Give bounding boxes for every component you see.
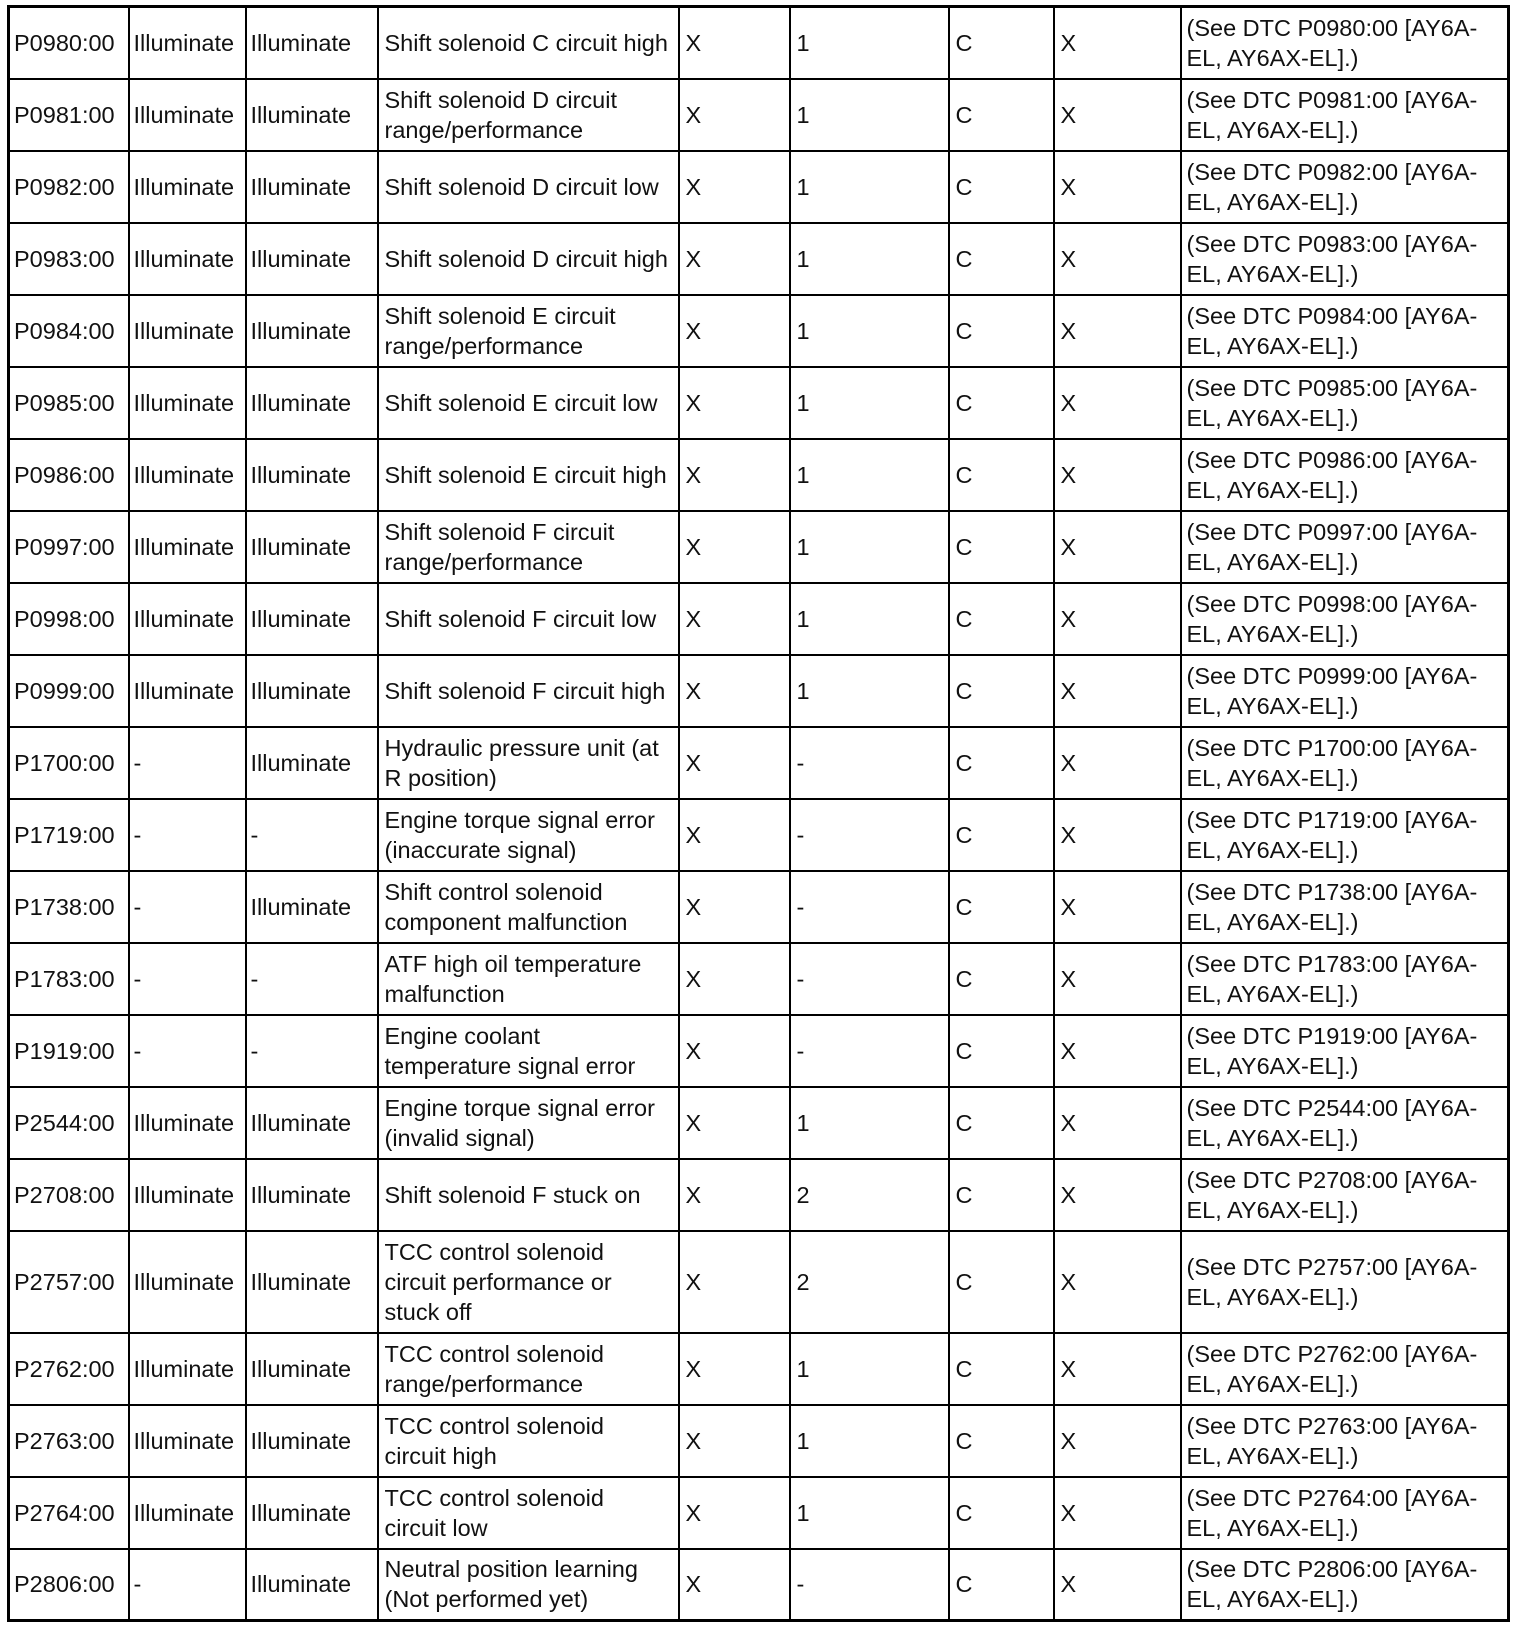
table-row bbox=[9, 1231, 1509, 1333]
dtc-code-cell: P1919:00 bbox=[9, 1015, 129, 1087]
dtc-display-cell: X bbox=[1054, 7, 1181, 79]
fail-safe-cell: X bbox=[679, 151, 790, 223]
table-row bbox=[9, 871, 1509, 943]
memory-function-cell: 2 bbox=[790, 1159, 949, 1231]
mil-status-cell: Illuminate bbox=[129, 439, 246, 511]
detection-condition-cell: Shift solenoid E circuit high bbox=[378, 439, 679, 511]
memory-function-cell: 1 bbox=[790, 439, 949, 511]
detection-condition-cell: Shift control solenoid component malfunction bbox=[378, 871, 679, 943]
dtc-code-cell: P0981:00 bbox=[9, 79, 129, 151]
dtc-code-cell: P1700:00 bbox=[9, 727, 129, 799]
table-row bbox=[9, 295, 1509, 367]
fail-safe-cell: X bbox=[679, 7, 790, 79]
self-test-type-cell: C bbox=[949, 799, 1054, 871]
detection-condition-cell: Hydraulic pressure unit (at R position) bbox=[378, 727, 679, 799]
fail-safe-cell: X bbox=[679, 1015, 790, 1087]
reference-page-cell: (See DTC P1719:00 [AY6A-EL, AY6AX-EL].) bbox=[1181, 799, 1509, 871]
reference-page-cell: (See DTC P0985:00 [AY6A-EL, AY6AX-EL].) bbox=[1181, 367, 1509, 439]
self-test-type-cell: C bbox=[949, 223, 1054, 295]
dtc-display-cell: X bbox=[1054, 151, 1181, 223]
self-test-type-cell: C bbox=[949, 583, 1054, 655]
reference-page-cell: (See DTC P2763:00 [AY6A-EL, AY6AX-EL].) bbox=[1181, 1405, 1509, 1477]
dtc-code-cell: P0982:00 bbox=[9, 151, 129, 223]
detection-condition-cell: Shift solenoid D circuit range/performance bbox=[378, 79, 679, 151]
reference-page-cell: (See DTC P0983:00 [AY6A-EL, AY6AX-EL].) bbox=[1181, 223, 1509, 295]
detection-condition-cell: Engine torque signal error (inaccurate signal) bbox=[378, 799, 679, 871]
dtc-code-cell: P0986:00 bbox=[9, 439, 129, 511]
dtc-code-cell: P1783:00 bbox=[9, 943, 129, 1015]
dtc-code-cell: P0980:00 bbox=[9, 7, 129, 79]
memory-function-cell: 1 bbox=[790, 367, 949, 439]
table-row bbox=[9, 1015, 1509, 1087]
dtc-code-cell: P1719:00 bbox=[9, 799, 129, 871]
dtc-display-cell: X bbox=[1054, 1549, 1181, 1621]
dtc-code-cell: P2764:00 bbox=[9, 1477, 129, 1549]
dtc-display-cell: X bbox=[1054, 1015, 1181, 1087]
memory-function-cell: - bbox=[790, 727, 949, 799]
reference-page-cell: (See DTC P1700:00 [AY6A-EL, AY6AX-EL].) bbox=[1181, 727, 1509, 799]
indicator-status-cell: Illuminate bbox=[246, 583, 378, 655]
mil-status-cell: Illuminate bbox=[129, 655, 246, 727]
dtc-code-cell: P2544:00 bbox=[9, 1087, 129, 1159]
mil-status-cell: Illuminate bbox=[129, 511, 246, 583]
fail-safe-cell: X bbox=[679, 1333, 790, 1405]
memory-function-cell: 1 bbox=[790, 1087, 949, 1159]
reference-page-cell: (See DTC P0982:00 [AY6A-EL, AY6AX-EL].) bbox=[1181, 151, 1509, 223]
dtc-code-cell: P0984:00 bbox=[9, 295, 129, 367]
fail-safe-cell: X bbox=[679, 583, 790, 655]
dtc-code-cell: P0998:00 bbox=[9, 583, 129, 655]
detection-condition-cell: TCC control solenoid circuit performance or stuck off bbox=[378, 1231, 679, 1333]
detection-condition-cell: Shift solenoid C circuit high bbox=[378, 7, 679, 79]
dtc-code-cell: P2762:00 bbox=[9, 1333, 129, 1405]
dtc-display-cell: X bbox=[1054, 1477, 1181, 1549]
table-row bbox=[9, 1477, 1509, 1549]
mil-status-cell: - bbox=[129, 799, 246, 871]
indicator-status-cell: - bbox=[246, 1015, 378, 1087]
self-test-type-cell: C bbox=[949, 511, 1054, 583]
memory-function-cell: - bbox=[790, 799, 949, 871]
table-row bbox=[9, 367, 1509, 439]
table-row bbox=[9, 1549, 1509, 1621]
dtc-display-cell: X bbox=[1054, 1405, 1181, 1477]
fail-safe-cell: X bbox=[679, 1231, 790, 1333]
indicator-status-cell: Illuminate bbox=[246, 1159, 378, 1231]
memory-function-cell: 2 bbox=[790, 1231, 949, 1333]
table-row bbox=[9, 151, 1509, 223]
dtc-table-body bbox=[9, 7, 1509, 1621]
mil-status-cell: Illuminate bbox=[129, 79, 246, 151]
indicator-status-cell: Illuminate bbox=[246, 1087, 378, 1159]
self-test-type-cell: C bbox=[949, 1477, 1054, 1549]
mil-status-cell: - bbox=[129, 943, 246, 1015]
dtc-display-cell: X bbox=[1054, 223, 1181, 295]
mil-status-cell: Illuminate bbox=[129, 1333, 246, 1405]
reference-page-cell: (See DTC P0997:00 [AY6A-EL, AY6AX-EL].) bbox=[1181, 511, 1509, 583]
indicator-status-cell: Illuminate bbox=[246, 439, 378, 511]
mil-status-cell: - bbox=[129, 1015, 246, 1087]
self-test-type-cell: C bbox=[949, 1405, 1054, 1477]
self-test-type-cell: C bbox=[949, 1087, 1054, 1159]
reference-page-cell: (See DTC P2544:00 [AY6A-EL, AY6AX-EL].) bbox=[1181, 1087, 1509, 1159]
reference-page-cell: (See DTC P0980:00 [AY6A-EL, AY6AX-EL].) bbox=[1181, 7, 1509, 79]
memory-function-cell: 1 bbox=[790, 7, 949, 79]
self-test-type-cell: C bbox=[949, 1015, 1054, 1087]
dtc-code-cell: P0997:00 bbox=[9, 511, 129, 583]
dtc-code-cell: P2763:00 bbox=[9, 1405, 129, 1477]
detection-condition-cell: TCC control solenoid circuit low bbox=[378, 1477, 679, 1549]
detection-condition-cell: Shift solenoid F circuit high bbox=[378, 655, 679, 727]
mil-status-cell: Illuminate bbox=[129, 1087, 246, 1159]
dtc-display-cell: X bbox=[1054, 367, 1181, 439]
dtc-display-cell: X bbox=[1054, 511, 1181, 583]
indicator-status-cell: Illuminate bbox=[246, 79, 378, 151]
reference-page-cell: (See DTC P2708:00 [AY6A-EL, AY6AX-EL].) bbox=[1181, 1159, 1509, 1231]
mil-status-cell: - bbox=[129, 871, 246, 943]
table-row bbox=[9, 7, 1509, 79]
table-row bbox=[9, 583, 1509, 655]
reference-page-cell: (See DTC P1783:00 [AY6A-EL, AY6AX-EL].) bbox=[1181, 943, 1509, 1015]
dtc-display-cell: X bbox=[1054, 655, 1181, 727]
memory-function-cell: 1 bbox=[790, 1405, 949, 1477]
dtc-display-cell: X bbox=[1054, 943, 1181, 1015]
detection-condition-cell: ATF high oil temperature malfunction bbox=[378, 943, 679, 1015]
self-test-type-cell: C bbox=[949, 1159, 1054, 1231]
memory-function-cell: 1 bbox=[790, 151, 949, 223]
mil-status-cell: Illuminate bbox=[129, 1231, 246, 1333]
detection-condition-cell: Neutral position learning (Not performed yet) bbox=[378, 1549, 679, 1621]
reference-page-cell: (See DTC P2806:00 [AY6A-EL, AY6AX-EL].) bbox=[1181, 1549, 1509, 1621]
self-test-type-cell: C bbox=[949, 151, 1054, 223]
dtc-table bbox=[7, 5, 1510, 1622]
table-row bbox=[9, 943, 1509, 1015]
self-test-type-cell: C bbox=[949, 1549, 1054, 1621]
dtc-display-cell: X bbox=[1054, 1087, 1181, 1159]
dtc-code-cell: P0999:00 bbox=[9, 655, 129, 727]
indicator-status-cell: Illuminate bbox=[246, 295, 378, 367]
detection-condition-cell: Engine coolant temperature signal error bbox=[378, 1015, 679, 1087]
dtc-display-cell: X bbox=[1054, 1231, 1181, 1333]
memory-function-cell: - bbox=[790, 1549, 949, 1621]
fail-safe-cell: X bbox=[679, 1477, 790, 1549]
table-row bbox=[9, 223, 1509, 295]
dtc-display-cell: X bbox=[1054, 583, 1181, 655]
table-row bbox=[9, 1159, 1509, 1231]
reference-page-cell: (See DTC P2764:00 [AY6A-EL, AY6AX-EL].) bbox=[1181, 1477, 1509, 1549]
dtc-display-cell: X bbox=[1054, 871, 1181, 943]
dtc-code-cell: P0983:00 bbox=[9, 223, 129, 295]
dtc-display-cell: X bbox=[1054, 439, 1181, 511]
mil-status-cell: Illuminate bbox=[129, 367, 246, 439]
detection-condition-cell: Shift solenoid D circuit low bbox=[378, 151, 679, 223]
indicator-status-cell: Illuminate bbox=[246, 871, 378, 943]
dtc-code-cell: P1738:00 bbox=[9, 871, 129, 943]
table-row bbox=[9, 1087, 1509, 1159]
memory-function-cell: 1 bbox=[790, 583, 949, 655]
table-row bbox=[9, 511, 1509, 583]
dtc-code-cell: P2806:00 bbox=[9, 1549, 129, 1621]
reference-page-cell: (See DTC P0999:00 [AY6A-EL, AY6AX-EL].) bbox=[1181, 655, 1509, 727]
self-test-type-cell: C bbox=[949, 1333, 1054, 1405]
dtc-display-cell: X bbox=[1054, 727, 1181, 799]
self-test-type-cell: C bbox=[949, 439, 1054, 511]
dtc-code-cell: P2708:00 bbox=[9, 1159, 129, 1231]
mil-status-cell: Illuminate bbox=[129, 223, 246, 295]
self-test-type-cell: C bbox=[949, 871, 1054, 943]
reference-page-cell: (See DTC P0986:00 [AY6A-EL, AY6AX-EL].) bbox=[1181, 439, 1509, 511]
reference-page-cell: (See DTC P0998:00 [AY6A-EL, AY6AX-EL].) bbox=[1181, 583, 1509, 655]
dtc-display-cell: X bbox=[1054, 79, 1181, 151]
self-test-type-cell: C bbox=[949, 367, 1054, 439]
mil-status-cell: Illuminate bbox=[129, 151, 246, 223]
indicator-status-cell: Illuminate bbox=[246, 655, 378, 727]
indicator-status-cell: Illuminate bbox=[246, 367, 378, 439]
indicator-status-cell: Illuminate bbox=[246, 223, 378, 295]
indicator-status-cell: Illuminate bbox=[246, 1333, 378, 1405]
reference-page-cell: (See DTC P0981:00 [AY6A-EL, AY6AX-EL].) bbox=[1181, 79, 1509, 151]
detection-condition-cell: TCC control solenoid range/performance bbox=[378, 1333, 679, 1405]
self-test-type-cell: C bbox=[949, 295, 1054, 367]
memory-function-cell: - bbox=[790, 943, 949, 1015]
self-test-type-cell: C bbox=[949, 943, 1054, 1015]
memory-function-cell: 1 bbox=[790, 1477, 949, 1549]
fail-safe-cell: X bbox=[679, 1159, 790, 1231]
self-test-type-cell: C bbox=[949, 655, 1054, 727]
fail-safe-cell: X bbox=[679, 943, 790, 1015]
mil-status-cell: Illuminate bbox=[129, 295, 246, 367]
table-row bbox=[9, 727, 1509, 799]
memory-function-cell: 1 bbox=[790, 1333, 949, 1405]
reference-page-cell: (See DTC P1738:00 [AY6A-EL, AY6AX-EL].) bbox=[1181, 871, 1509, 943]
memory-function-cell: 1 bbox=[790, 655, 949, 727]
indicator-status-cell: Illuminate bbox=[246, 1405, 378, 1477]
indicator-status-cell: Illuminate bbox=[246, 1549, 378, 1621]
indicator-status-cell: Illuminate bbox=[246, 511, 378, 583]
fail-safe-cell: X bbox=[679, 871, 790, 943]
table-row bbox=[9, 655, 1509, 727]
mil-status-cell: Illuminate bbox=[129, 583, 246, 655]
self-test-type-cell: C bbox=[949, 727, 1054, 799]
indicator-status-cell: Illuminate bbox=[246, 1477, 378, 1549]
detection-condition-cell: Shift solenoid D circuit high bbox=[378, 223, 679, 295]
dtc-display-cell: X bbox=[1054, 1159, 1181, 1231]
detection-condition-cell: Engine torque signal error (invalid signal) bbox=[378, 1087, 679, 1159]
detection-condition-cell: Shift solenoid E circuit low bbox=[378, 367, 679, 439]
indicator-status-cell: Illuminate bbox=[246, 151, 378, 223]
table-row bbox=[9, 1333, 1509, 1405]
dtc-code-cell: P0985:00 bbox=[9, 367, 129, 439]
fail-safe-cell: X bbox=[679, 295, 790, 367]
memory-function-cell: 1 bbox=[790, 79, 949, 151]
memory-function-cell: 1 bbox=[790, 295, 949, 367]
fail-safe-cell: X bbox=[679, 511, 790, 583]
memory-function-cell: - bbox=[790, 871, 949, 943]
mil-status-cell: - bbox=[129, 1549, 246, 1621]
self-test-type-cell: C bbox=[949, 79, 1054, 151]
table-row bbox=[9, 799, 1509, 871]
fail-safe-cell: X bbox=[679, 1405, 790, 1477]
reference-page-cell: (See DTC P1919:00 [AY6A-EL, AY6AX-EL].) bbox=[1181, 1015, 1509, 1087]
indicator-status-cell: - bbox=[246, 943, 378, 1015]
dtc-code-cell: P2757:00 bbox=[9, 1231, 129, 1333]
mil-status-cell: - bbox=[129, 727, 246, 799]
fail-safe-cell: X bbox=[679, 655, 790, 727]
mil-status-cell: Illuminate bbox=[129, 1477, 246, 1549]
memory-function-cell: - bbox=[790, 1015, 949, 1087]
table-row bbox=[9, 79, 1509, 151]
detection-condition-cell: Shift solenoid F circuit range/performance bbox=[378, 511, 679, 583]
detection-condition-cell: Shift solenoid F stuck on bbox=[378, 1159, 679, 1231]
fail-safe-cell: X bbox=[679, 223, 790, 295]
reference-page-cell: (See DTC P0984:00 [AY6A-EL, AY6AX-EL].) bbox=[1181, 295, 1509, 367]
table-row bbox=[9, 1405, 1509, 1477]
detection-condition-cell: Shift solenoid E circuit range/performance bbox=[378, 295, 679, 367]
indicator-status-cell: Illuminate bbox=[246, 7, 378, 79]
dtc-display-cell: X bbox=[1054, 1333, 1181, 1405]
mil-status-cell: Illuminate bbox=[129, 1159, 246, 1231]
detection-condition-cell: Shift solenoid F circuit low bbox=[378, 583, 679, 655]
indicator-status-cell: Illuminate bbox=[246, 1231, 378, 1333]
fail-safe-cell: X bbox=[679, 799, 790, 871]
reference-page-cell: (See DTC P2757:00 [AY6A-EL, AY6AX-EL].) bbox=[1181, 1231, 1509, 1333]
indicator-status-cell: - bbox=[246, 799, 378, 871]
fail-safe-cell: X bbox=[679, 79, 790, 151]
detection-condition-cell: TCC control solenoid circuit high bbox=[378, 1405, 679, 1477]
self-test-type-cell: C bbox=[949, 1231, 1054, 1333]
mil-status-cell: Illuminate bbox=[129, 1405, 246, 1477]
fail-safe-cell: X bbox=[679, 1087, 790, 1159]
dtc-display-cell: X bbox=[1054, 799, 1181, 871]
mil-status-cell: Illuminate bbox=[129, 7, 246, 79]
dtc-display-cell: X bbox=[1054, 295, 1181, 367]
table-row bbox=[9, 439, 1509, 511]
memory-function-cell: 1 bbox=[790, 223, 949, 295]
fail-safe-cell: X bbox=[679, 439, 790, 511]
fail-safe-cell: X bbox=[679, 1549, 790, 1621]
fail-safe-cell: X bbox=[679, 727, 790, 799]
memory-function-cell: 1 bbox=[790, 511, 949, 583]
indicator-status-cell: Illuminate bbox=[246, 727, 378, 799]
self-test-type-cell: C bbox=[949, 7, 1054, 79]
fail-safe-cell: X bbox=[679, 367, 790, 439]
reference-page-cell: (See DTC P2762:00 [AY6A-EL, AY6AX-EL].) bbox=[1181, 1333, 1509, 1405]
